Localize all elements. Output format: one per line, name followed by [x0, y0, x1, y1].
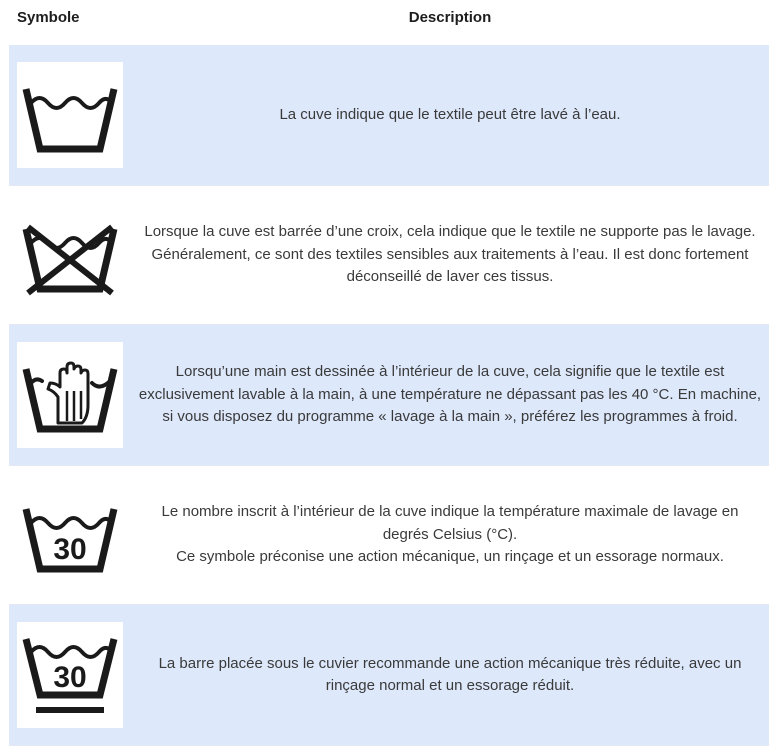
description-text-2: Ce symbole préconise une action mécanique, un rinçage et un essorage normaux. [176, 548, 724, 566]
wash-30-gentle-icon [17, 622, 123, 728]
table-header [0, 0, 778, 44]
row-description [137, 605, 763, 745]
description-text: Le nombre inscrit à l’intérieur de la cuve indique la température maximale de lavage en degrés Celsius (°C). [161, 503, 739, 543]
description-text: La cuve indique que le textile peut être lavé à l’eau. [279, 105, 621, 123]
table-row [9, 466, 769, 605]
washtub-icon [17, 62, 123, 168]
gentle-bar [36, 707, 104, 713]
description-text: La barre placée sous le cuvier recommande une action mécanique très réduite, avec un rinçage normal et un essorage réduit. [158, 654, 742, 694]
row-description [137, 45, 763, 185]
do-not-wash-icon [17, 202, 123, 308]
row-description [137, 466, 763, 604]
table-row [9, 45, 769, 186]
row-description [137, 325, 763, 465]
hand-wash-icon [17, 342, 123, 448]
wash-30-icon [17, 482, 123, 588]
description-text: Lorsque la cuve est barrée d’une croix, cela indique que le textile ne supporte pas le lavage. Généralement, ce sont des textiles sensibles aux traitements à l’eau. Il est donc fortement déconseillé de laver ces tissus. [144, 223, 756, 286]
header-description: Description [408, 9, 492, 26]
table-row [9, 186, 769, 325]
row-description [137, 186, 763, 324]
temperature-number: 30 [53, 533, 87, 566]
table-row [9, 605, 769, 746]
table-row [9, 325, 769, 466]
header-symbol: Symbole [17, 9, 80, 26]
description-text: Lorsqu’une main est dessinée à l’intérieur de la cuve, cela signifie que le textile est exclusivement lavable à la main, à une température ne dépassant pas les 40 °C. En machine, si vous disposez du programme « lavage à la main », préférez les programmes à froid. [138, 363, 762, 426]
temperature-number: 30 [53, 661, 87, 694]
